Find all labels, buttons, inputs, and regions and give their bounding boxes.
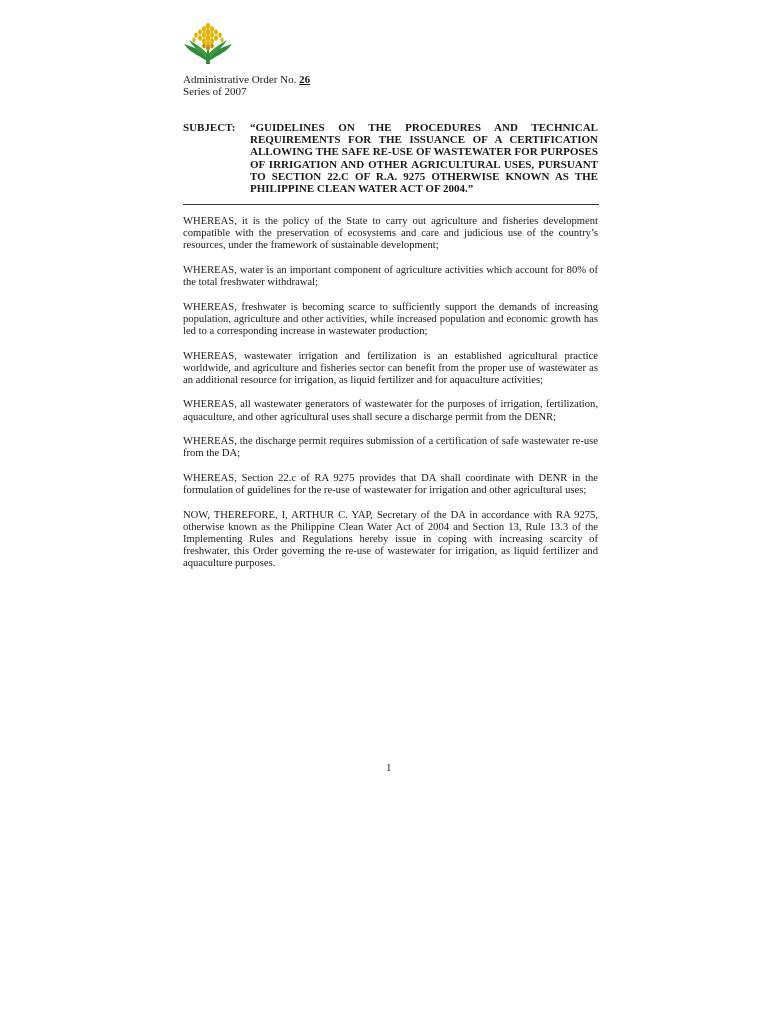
order-label: Administrative Order No. — [183, 74, 300, 86]
paragraph: WHEREAS, water is an important component of agriculture activities which account for 80% of the total freshwater withdrawal; — [183, 264, 598, 289]
order-heading — [183, 74, 310, 98]
order-number-line — [183, 74, 310, 86]
paragraph: WHEREAS, all wastewater generators of wastewater for the purposes of irrigation, fertilization, aquaculture, and other agricultural uses shall secure a discharge permit from the DENR; — [183, 399, 598, 423]
document-body — [183, 216, 598, 583]
paragraph: WHEREAS, it is the policy of the State to carry out agriculture and fisheries development compatible with the preservation of ecosystems and care and judicious use of the country’s resources, under the framework of sustainable development; — [183, 216, 598, 252]
order-number: 26 — [299, 74, 311, 86]
agriculture-seal-icon — [183, 20, 233, 65]
order-series: Series of 2007 — [183, 86, 247, 98]
page-number: 1 — [386, 762, 392, 774]
subject-label: SUBJECT: — [183, 122, 236, 134]
paragraph: WHEREAS, Section 22.c of RA 9275 provides that DA shall coordinate with DENR in the formulation of guidelines for the re-use of wastewater for irrigation and other agricultural uses; — [183, 472, 598, 497]
paragraph: NOW, THEREFORE, I, ARTHUR C. YAP, Secretary of the DA in accordance with RA 9275, otherwise known as the Philippine Clean Water Act of 2004 and Section 13, Rule 13.3 of the Implementing Rules and Regulations hereby issue in coping with increasing scarcity of freshwater, this Order governing the re-use of wastewater for irrigation, as liquid fertilizer and aquaculture purposes. — [183, 509, 598, 570]
horizontal-divider — [183, 204, 599, 205]
paragraph: WHEREAS, freshwater is becoming scarce to sufficiently support the demands of increasing population, agriculture and other activities, while increased population and economic growth has led to a corresponding increase in wastewater production; — [183, 301, 598, 338]
paragraph: WHEREAS, the discharge permit requires submission of a certification of safe wastewater re-use from the DA; — [183, 436, 598, 460]
subject-text: “GUIDELINES ON THE PROCEDURES AND TECHNICAL REQUIREMENTS FOR THE ISSUANCE OF A CERTIFICATION ALLOWING THE SAFE RE-USE OF WASTEWATER FOR PURPOSES OF IRRIGATION AND OTHER AGRICULTURAL USES, PURSUANT TO SECTION 22.C OF R.A. 9275 OTHERWISE KNOWN AS THE PHILIPPINE CLEAN WATER ACT OF 2004.” — [250, 122, 598, 196]
paragraph: WHEREAS, wastewater irrigation and fertilization is an established agricultural practice worldwide, and agriculture and fisheries sector can benefit from the proper use of wastewater as an additional resource for irrigation, as liquid fertilizer and for aquaculture activities; — [183, 350, 598, 386]
